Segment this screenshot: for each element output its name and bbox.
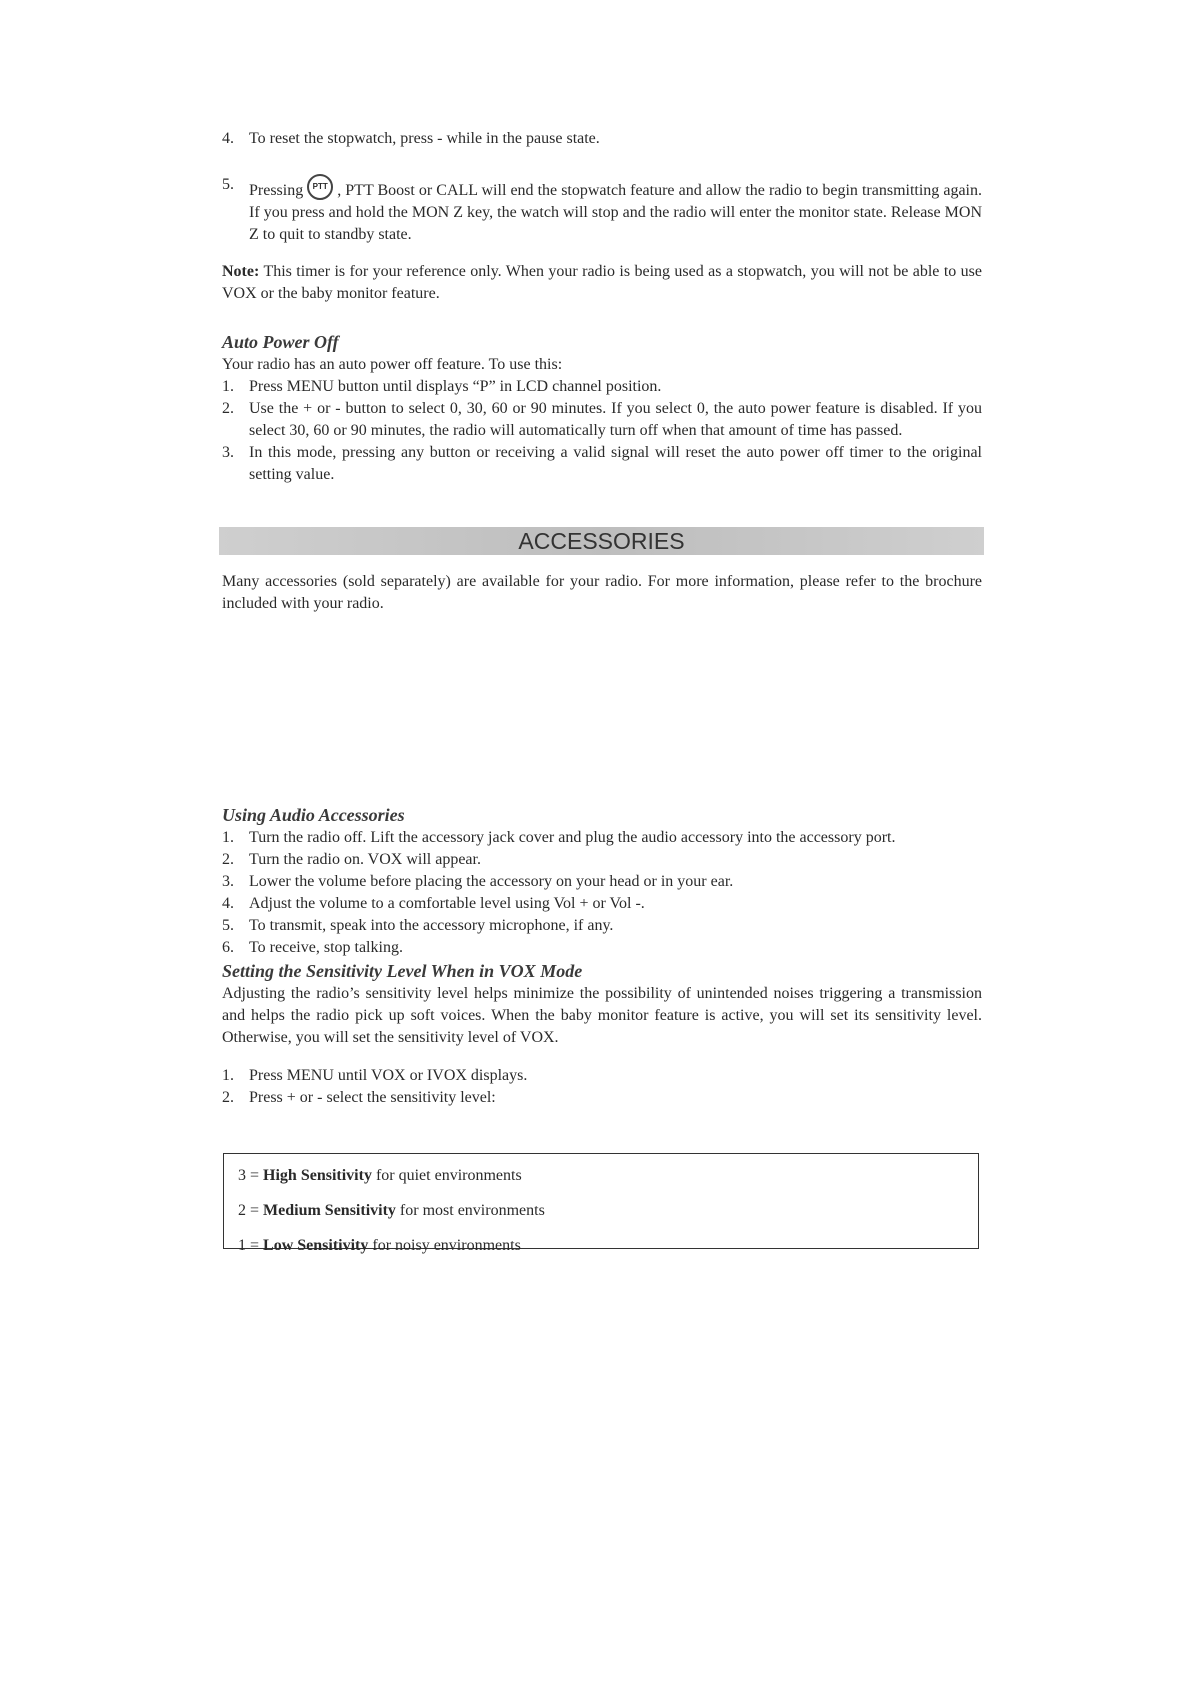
list-item: [222, 827, 982, 849]
auto-power-off-section: [222, 330, 982, 486]
level-prefix: 2 =: [238, 1202, 260, 1219]
list-item: [222, 398, 982, 442]
list-number: 1.: [222, 378, 234, 395]
list-text: To receive, stop talking.: [249, 939, 403, 956]
list-number: 2.: [222, 400, 234, 417]
level-desc: for noisy environments: [372, 1237, 521, 1254]
list-text: Press MENU button until displays “P” in LCD channel position.: [249, 378, 662, 395]
list-number: 4.: [222, 895, 234, 912]
list-number: 5.: [222, 917, 234, 934]
list-item: [222, 442, 982, 486]
list-number: 4.: [222, 130, 234, 147]
accessories-banner: [219, 527, 984, 555]
list-text-after-icon: , PTT Boost or CALL will end the stopwatch feature and allow the radio to begin transmitting again. If you press and hold the MON Z key, the watch will stop and the radio will enter the monitor state. Release MON Z to quit to standby state.: [249, 182, 982, 243]
list-number: 2.: [222, 1089, 234, 1106]
section-heading: Setting the Sensitivity Level When in VOX Mode: [222, 961, 583, 981]
list-item: [222, 128, 982, 150]
section-heading: Auto Power Off: [222, 332, 339, 352]
list-item: [222, 849, 982, 871]
list-number: 6.: [222, 939, 234, 956]
list-text: To reset the stopwatch, press - while in the pause state.: [249, 130, 600, 147]
section-heading: Using Audio Accessories: [222, 805, 405, 825]
level-label: Low Sensitivity: [263, 1237, 369, 1254]
list-number: 5.: [222, 176, 234, 193]
note-paragraph: [222, 261, 982, 305]
list-item: [222, 893, 982, 915]
list-item: [222, 915, 982, 937]
ptt-icon: PTT: [307, 174, 333, 200]
list-text-before-icon: Pressing: [249, 182, 304, 199]
section-paragraph: Adjusting the radio’s sensitivity level helps minimize the possibility of unintended noises triggering a transmission and helps the radio pick up soft voices. When the baby monitor feature is active, you will set its sensitivity level. Otherwise, you will set the sensitivity level of VOX.: [222, 985, 982, 1046]
list-text: Lower the volume before placing the accessory on your head or in your ear.: [249, 873, 734, 890]
level-prefix: 3 =: [238, 1167, 260, 1184]
banner-title: ACCESSORIES: [518, 528, 685, 554]
note-label: Note:: [222, 263, 260, 280]
list-text: Turn the radio off. Lift the accessory jack cover and plug the audio accessory into the accessory port.: [249, 829, 896, 846]
list-item: [222, 174, 982, 246]
list-number: 3.: [222, 444, 234, 461]
section-intro: Your radio has an auto power off feature. To use this:: [222, 356, 563, 373]
accessories-paragraph: Many accessories (sold separately) are available for your radio. For more information, please refer to the brochure included with your radio.: [222, 573, 982, 612]
list-number: 1.: [222, 829, 234, 846]
level-desc: for quiet environments: [375, 1167, 522, 1184]
sensitivity-levels-box: [223, 1153, 979, 1254]
level-label: Medium Sensitivity: [263, 1202, 396, 1219]
list-item: [222, 376, 982, 398]
list-number: 3.: [222, 873, 234, 890]
list-number: 1.: [222, 1067, 234, 1084]
list-item: [222, 1087, 982, 1109]
list-item: [222, 937, 982, 959]
list-text: In this mode, pressing any button or receiving a valid signal will reset the auto power off timer to the original setting value.: [249, 444, 982, 483]
audio-accessories-section: [222, 803, 982, 1109]
sensitivity-level-row: [238, 1193, 978, 1228]
list-text: To transmit, speak into the accessory microphone, if any.: [249, 917, 614, 934]
list-number: 2.: [222, 851, 234, 868]
level-label: High Sensitivity: [263, 1167, 372, 1184]
level-desc: for most environments: [399, 1202, 545, 1219]
sensitivity-level-row: [238, 1228, 978, 1263]
stopwatch-steps: [222, 128, 982, 246]
list-item: [222, 871, 982, 893]
level-prefix: 1 =: [238, 1237, 260, 1254]
list-text: Use the + or - button to select 0, 30, 60 or 90 minutes. If you select 0, the auto power feature is disabled. If you select 30, 60 or 90 minutes, the radio will automatically turn off when that amount of time has passed.: [249, 400, 982, 439]
sensitivity-level-row: [238, 1158, 978, 1193]
list-text: Press MENU until VOX or IVOX displays.: [249, 1067, 528, 1084]
list-item: [222, 1065, 982, 1087]
list-text: Adjust the volume to a comfortable level using Vol + or Vol -.: [249, 895, 645, 912]
list-text: Press + or - select the sensitivity level:: [249, 1089, 496, 1106]
list-text: Turn the radio on. VOX will appear.: [249, 851, 481, 868]
note-text: This timer is for your reference only. When your radio is being used as a stopwatch, you will not be able to use VOX or the baby monitor feature.: [222, 263, 982, 302]
